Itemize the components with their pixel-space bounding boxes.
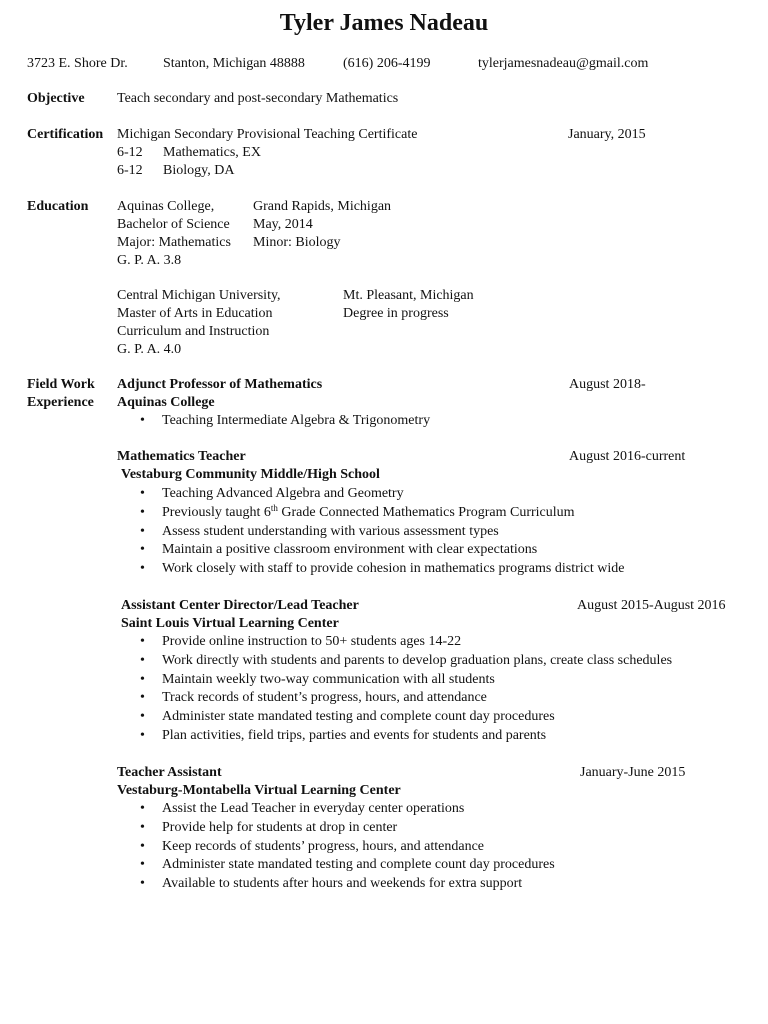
- bullet-icon: •: [140, 504, 145, 520]
- bullet-text: Work directly with students and parents to develop graduation plans, create class schedules: [162, 652, 673, 668]
- job-date: January-June 2015: [580, 765, 686, 780]
- list-item: [117, 523, 624, 542]
- degree-status: Degree in progress: [343, 306, 449, 321]
- bullet-icon: •: [140, 727, 145, 743]
- objective-text: Teach secondary and post-secondary Mathematics: [117, 91, 399, 106]
- contact-street: 3723 E. Shore Dr.: [27, 56, 128, 71]
- job-bullets: [117, 485, 624, 579]
- job-organization: Saint Louis Virtual Learning Center: [121, 616, 339, 631]
- bullet-icon: •: [140, 838, 145, 854]
- bullet-text: Provide help for students at drop in center: [162, 819, 398, 835]
- bullet-text: Administer state mandated testing and complete count day procedures: [162, 709, 555, 725]
- experience-heading: Field Work: [27, 377, 95, 392]
- list-item: [117, 652, 672, 671]
- bullet-icon: •: [140, 801, 145, 816]
- certification-date: January, 2015: [568, 127, 646, 142]
- bullet-text: Assist the Lead Teacher in everyday center operations: [162, 801, 465, 816]
- job-date: August 2016-current: [569, 449, 686, 464]
- minor: Minor: Biology: [253, 235, 341, 250]
- job-bullets: [117, 800, 555, 894]
- job-title: Teacher Assistant: [117, 765, 222, 780]
- bullet-icon: •: [140, 690, 145, 706]
- list-item: [117, 689, 672, 708]
- job-date: August 2018-: [569, 377, 646, 392]
- list-item: [117, 800, 555, 819]
- gpa: G. P. A. 4.0: [117, 342, 182, 357]
- program: Curriculum and Instruction: [117, 324, 270, 339]
- bullet-icon: •: [140, 486, 145, 501]
- graduation-date: May, 2014: [253, 217, 313, 232]
- list-item: [117, 485, 624, 504]
- job-organization: Vestaburg-Montabella Virtual Learning Center: [117, 783, 401, 798]
- superscript: th: [270, 502, 278, 513]
- list-item: [117, 671, 672, 690]
- bullet-icon: •: [140, 709, 145, 725]
- certification-heading: Certification: [27, 127, 104, 142]
- bullet-text-continued: Grade Connected Mathematics Program Curriculum: [277, 504, 575, 520]
- experience-heading: Experience: [27, 395, 94, 410]
- bullet-icon: •: [140, 561, 145, 577]
- list-item: [117, 560, 624, 579]
- list-item: [117, 504, 624, 523]
- bullet-text: Maintain weekly two-way communication with all students: [162, 671, 495, 687]
- job-organization: Aquinas College: [117, 395, 215, 410]
- bullet-icon: •: [140, 819, 145, 835]
- contact-phone: (616) 206-4199: [343, 56, 431, 71]
- list-item: [117, 541, 624, 560]
- bullet-text: Teaching Advanced Algebra and Geometry: [162, 486, 404, 501]
- bullet-text: Plan activities, field trips, parties and events for students and parents: [162, 727, 547, 743]
- list-item: [117, 838, 555, 857]
- school-name: Central Michigan University,: [117, 288, 281, 303]
- cert-subject: Mathematics, EX: [163, 145, 261, 160]
- cert-grades: 6-12: [117, 163, 143, 178]
- bullet-text: Track records of student’s progress, hours, and attendance: [162, 690, 487, 706]
- bullet-icon: •: [140, 652, 145, 668]
- school-location: Grand Rapids, Michigan: [253, 199, 392, 214]
- education-heading: Education: [27, 199, 89, 214]
- list-item: [117, 856, 555, 875]
- list-item: [117, 412, 430, 431]
- bullet-icon: •: [140, 634, 145, 649]
- bullet-text: Keep records of students’ progress, hours, and attendance: [162, 838, 485, 854]
- list-item: [117, 708, 672, 727]
- job-organization: Vestaburg Community Middle/High School: [121, 467, 380, 482]
- job-bullets: [117, 412, 430, 431]
- bullet-text: Teaching Intermediate Algebra & Trigonometry: [162, 413, 431, 428]
- school-name: Aquinas College,: [117, 199, 215, 214]
- list-item: [117, 875, 555, 894]
- bullet-icon: •: [140, 876, 145, 892]
- bullet-text: Maintain a positive classroom environment with clear expectations: [162, 542, 538, 558]
- gpa: G. P. A. 3.8: [117, 253, 182, 268]
- job-title: Assistant Center Director/Lead Teacher: [121, 598, 359, 613]
- school-location: Mt. Pleasant, Michigan: [343, 288, 474, 303]
- degree: Bachelor of Science: [117, 217, 230, 232]
- bullet-icon: •: [140, 523, 145, 539]
- bullet-icon: •: [140, 671, 145, 687]
- bullet-text: Work closely with staff to provide cohesion in mathematics programs district wide: [162, 561, 625, 577]
- bullet-text: Provide online instruction to 50+ students ages 14-22: [162, 634, 462, 649]
- bullet-text: Assess student understanding with various assessment types: [162, 523, 499, 539]
- list-item: [117, 727, 672, 746]
- list-item: [117, 819, 555, 838]
- resume-name: Tyler James Nadeau: [279, 10, 489, 36]
- job-title: Adjunct Professor of Mathematics: [117, 377, 323, 392]
- cert-subject: Biology, DA: [163, 163, 235, 178]
- objective-heading: Objective: [27, 91, 85, 106]
- bullet-icon: •: [140, 857, 145, 873]
- job-title: Mathematics Teacher: [117, 449, 246, 464]
- list-item: [117, 633, 672, 652]
- job-bullets: [117, 633, 672, 746]
- bullet-text: Previously taught 6: [162, 504, 271, 520]
- job-date: August 2015-August 2016: [577, 598, 726, 613]
- bullet-text: Available to students after hours and weekends for extra support: [162, 876, 523, 892]
- bullet-text: Administer state mandated testing and complete count day procedures: [162, 857, 555, 873]
- cert-grades: 6-12: [117, 145, 143, 160]
- bullet-icon: •: [140, 413, 145, 428]
- degree: Master of Arts in Education: [117, 306, 273, 321]
- certification-title: Michigan Secondary Provisional Teaching Certificate: [117, 127, 418, 142]
- major: Major: Mathematics: [117, 235, 231, 250]
- bullet-icon: •: [140, 542, 145, 558]
- contact-city: Stanton, Michigan 48888: [163, 56, 305, 71]
- contact-email[interactable]: tylerjamesnadeau@gmail.com: [478, 56, 649, 71]
